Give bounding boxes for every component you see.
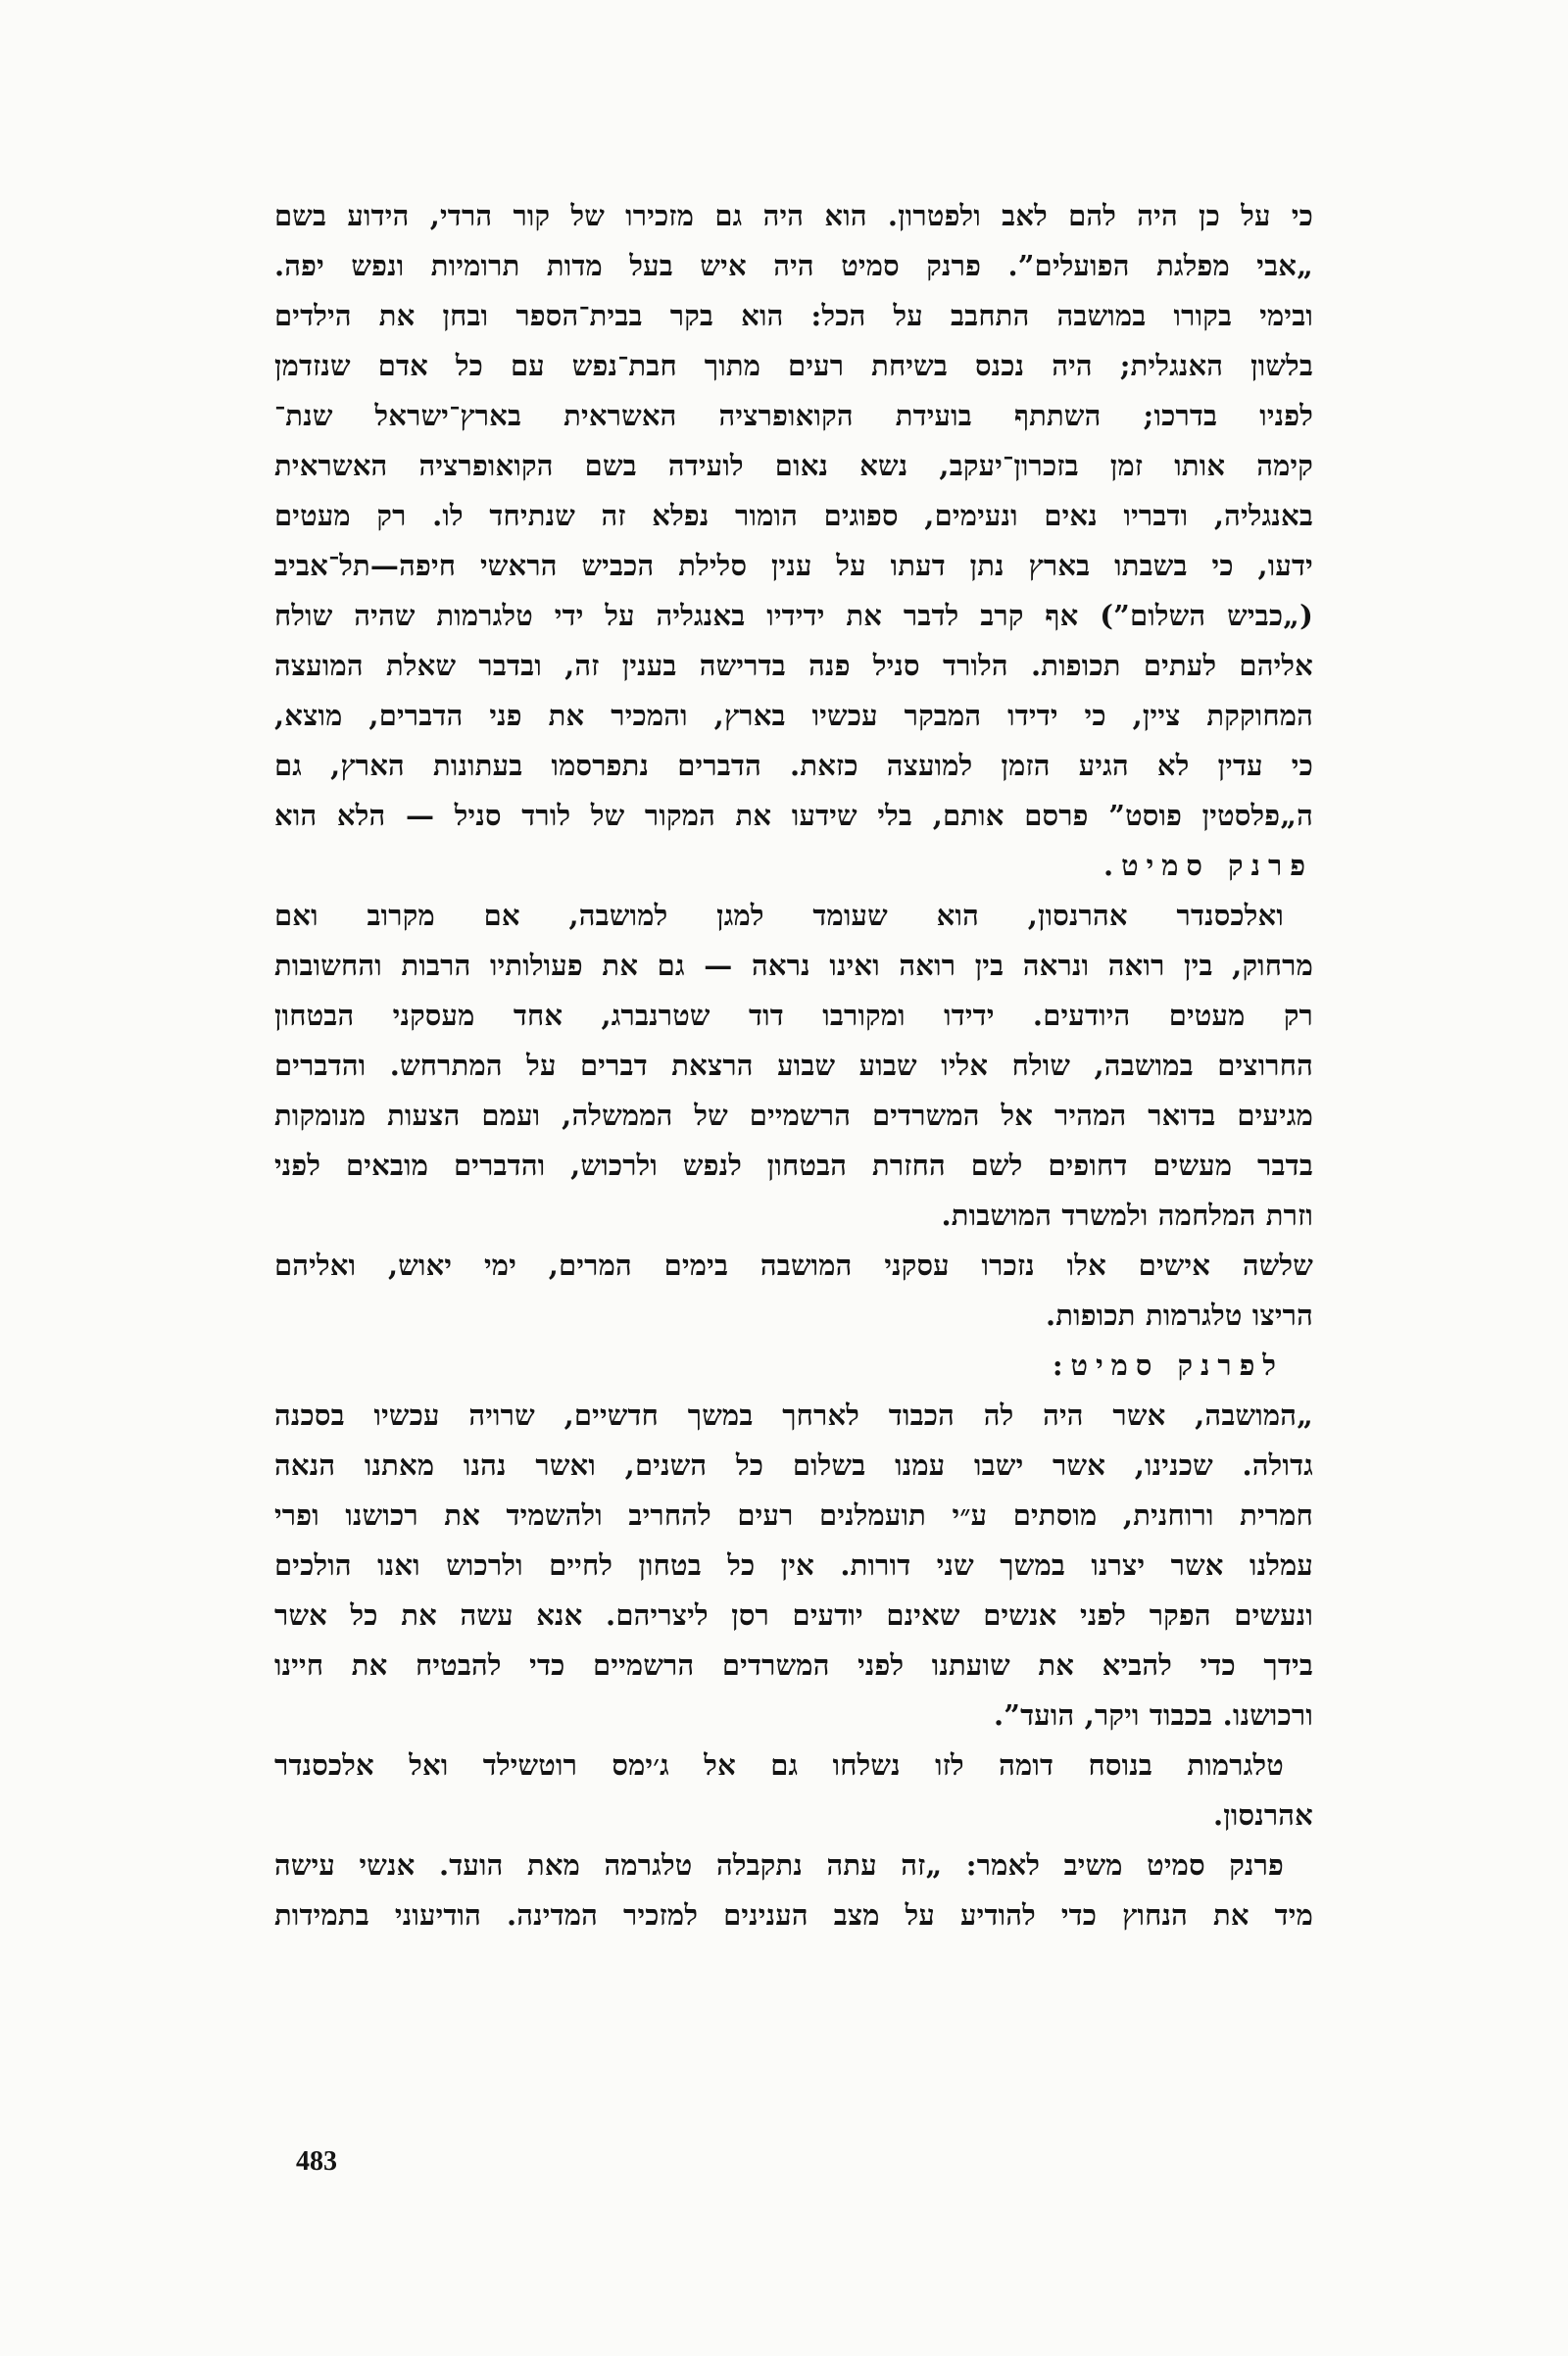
text-line: „אבי מפלגת הפועלים”. פרנק סמיט היה איש בעל מדות תרומיות ונפש יפה.	[274, 249, 1313, 282]
text-line: ורכושנו. בכבוד ויקר, הועד”.	[993, 1698, 1313, 1732]
text-line: ובימי בקורו במושבה התחבב על הכל: הוא בקר בבית־הספר ובחן את הילדים	[274, 299, 1313, 332]
text-line: באנגליה, ודבריו נאים ונעימים, ספוגים הומור נפלא זה שנתיחד לו. רק מעטים	[274, 499, 1313, 532]
text-line: פרנק סמיט משיב לאמר: „זה עתה נתקבלה טלגרמה מאת הועד. אנשי עישה	[274, 1848, 1284, 1882]
text-line: שלשה אישים אלו נזכרו עסקני המושבה בימים המרים, ימי יאוש, ואליהם	[274, 1249, 1313, 1282]
text-line: בידך כדי להביא את שועתנו לפני המשרדים הרשמיים כדי להבטיח את חיינו	[274, 1648, 1313, 1682]
text-line: מרחוק, בין רואה ונראה בין רואה ואינו נראה — גם את פעולותיו הרבות והחשובות	[274, 949, 1313, 982]
text-line: מגיעים בדואר המהיר אל המשרדים הרשמיים של הממשלה, ועמם הצעות מנומקות	[274, 1099, 1313, 1132]
text-line: טלגרמות בנוסח דומה לזו נשלחו גם אל ג׳ימס רוטשילד ואל אלכסנדר	[274, 1748, 1284, 1782]
text-line: ה„פלסטין פוסט” פרסם אותם, בלי שידעו את המקור של לורד סניל — הלא הוא	[274, 799, 1313, 832]
text-line: „המושבה, אשר היה לה הכבוד לארחך במשך חדשיים, שרויה עכשיו בסכנה	[274, 1399, 1313, 1432]
text-line: ונעשים הפקר לפני אנשים שאינם יודעים רסן ליצריהם. אנא עשה את כל אשר	[274, 1598, 1313, 1632]
text-line: קימה אותו זמן בזכרון־יעקב, נשא נאום לועידה בשם הקואופרציה האשראית	[274, 449, 1313, 482]
text-line: ידעו, כי בשבתו בארץ נתן דעתו על ענין סלילת הכביש הראשי חיפה—תל־אביב	[274, 549, 1313, 582]
text-line: עמלנו אשר יצרנו במשך שני דורות. אין כל בטחון לחיים ולרכוש ואנו הולכים	[274, 1548, 1313, 1582]
text-line: אהרנסון.	[1213, 1798, 1313, 1832]
text-line: מיד את הנחוץ כדי להודיע על מצב הענינים למזכיר המדינה. הודיעוני בתמידות	[274, 1898, 1313, 1932]
document-page	[274, 191, 1313, 2210]
text-line: חמרית ורוחנית, מוסתים ע״י תועמלנים רעים להחריב ולהשמיד את רכושנו ופרי	[274, 1498, 1313, 1532]
text-line: אליהם לעתים תכופות. הלורד סניל פנה בדרישה בענין זה, ובדבר שאלת המועצה	[274, 649, 1313, 682]
text-line: ואלכסנדר אהרנסון, הוא שעומד למגן למושבה, אם מקרוב ואם	[274, 899, 1284, 932]
text-line: הריצו טלגרמות תכופות.	[1046, 1299, 1313, 1332]
text-line: כי עדין לא הגיע הזמן למועצה כזאת. הדברים נתפרסמו בעתונות הארץ, גם	[274, 749, 1313, 782]
text-line: („כביש השלום”) אף קרב לדבר את ידידיו באנגליה על ידי טלגרמות שהיה שולח	[274, 599, 1313, 632]
text-line: בלשון האנגלית; היה נכנס בשיחת רעים מתוך חבת־נפש עם כל אדם שנזדמן	[274, 349, 1313, 382]
text-line: רק מעטים היודעים. ידידו ומקורבו דוד שטרנברג, אחד מעסקני הבטחון	[274, 999, 1313, 1032]
text-line: גדולה. שכנינו, אשר ישבו עמנו בשלום כל השנים, ואשר נהנו מאתנו הנאה	[274, 1448, 1313, 1482]
text-line: לפניו בדרכו; השתתף בועידת הקואופרציה האשראית בארץ־ישראל שנת־	[274, 399, 1313, 432]
page-number: 483	[296, 2146, 337, 2177]
text-line: פרנק סמיט.	[1103, 849, 1313, 882]
text-line: בדבר מעשים דחופים לשם החזרת הבטחון לנפש ולרכוש, והדברים מובאים לפני	[274, 1149, 1313, 1182]
section-heading: לפרנק סמיט:	[1052, 1349, 1284, 1382]
text-line: כי על כן היה להם לאב ולפטרון. הוא היה גם מזכירו של קור הרדי, הידוע בשם	[274, 199, 1313, 232]
text-line: המחוקקת ציין, כי ידידו המבקר עכשיו בארץ, והמכיר את פני הדברים, מוצא,	[274, 699, 1313, 732]
text-line: וזרת המלחמה ולמשרד המושבות.	[941, 1199, 1313, 1232]
text-line: החרוצים במושבה, שולח אליו שבוע שבוע הרצאת דברים על המתרחש. והדברים	[274, 1049, 1313, 1082]
